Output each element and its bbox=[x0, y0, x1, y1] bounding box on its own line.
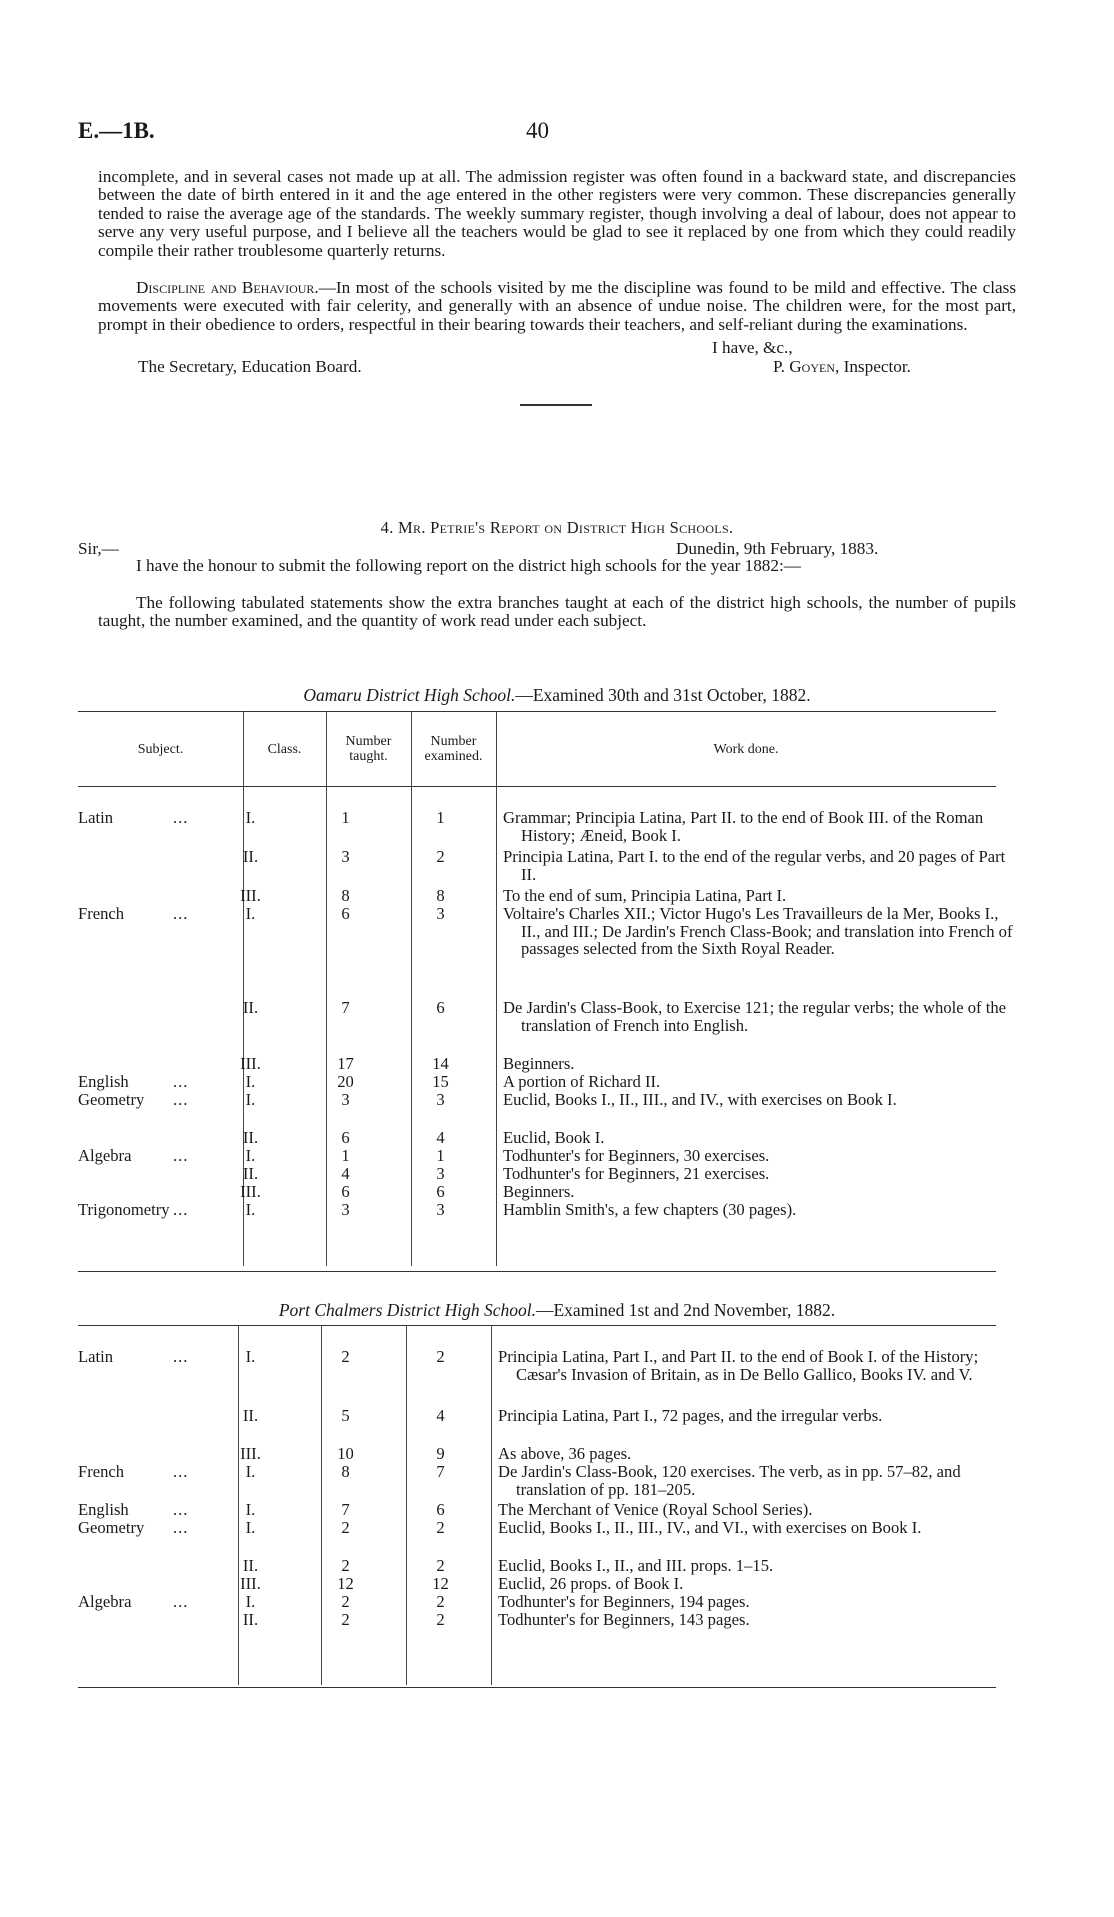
taught-cell: 6 bbox=[341, 1182, 350, 1201]
class-cell: I. bbox=[245, 904, 256, 923]
subject-cell: French bbox=[78, 904, 125, 923]
subject-cell: Trigonometry bbox=[78, 1200, 170, 1219]
work-cell: Principia Latina, Part I. to the end of the regular verbs, and 20 pages of Part II. bbox=[503, 847, 1006, 884]
examined-cell: 2 bbox=[436, 1592, 445, 1611]
intro-paragraph: incomplete, and in several cases not made up at all. The admission register was often found in a backward state, and discrepancies between the date of birth entered in it and the age entered in the other registers were very common. These discrepancies generally tended to raise the average age of the standards. The weekly summary register, though involving a deal of labour, does not appear to serve any very useful purpose, and I believe all the teachers would be glad to see it replaced by one from which they could readily compile their rather troublesome quarterly returns. bbox=[98, 167, 1016, 260]
signatory-title: , Inspector. bbox=[835, 357, 911, 376]
examined-cell: 2 bbox=[436, 1610, 445, 1629]
addressee: The Secretary, Education Board. bbox=[138, 357, 362, 376]
taught-cell: 1 bbox=[341, 1146, 350, 1165]
work-cell: As above, 36 pages. bbox=[498, 1444, 632, 1463]
taught-cell: 3 bbox=[341, 1090, 350, 1109]
school-name: Oamaru District High School. bbox=[303, 685, 516, 705]
taught-cell: 2 bbox=[341, 1518, 350, 1537]
signatory-initial: P. bbox=[773, 357, 785, 376]
table-title-oamaru bbox=[98, 685, 1016, 706]
subject-cell: Algebra bbox=[78, 1592, 132, 1611]
work-cell: Euclid, Books I., II., III., and IV., with exercises on Book I. bbox=[503, 1090, 897, 1109]
examined-cell: 6 bbox=[436, 998, 445, 1017]
class-cell: I. bbox=[245, 1500, 256, 1519]
subject-cell: French bbox=[78, 1462, 125, 1481]
taught-cell: 3 bbox=[341, 847, 350, 866]
subject-cell: Algebra bbox=[78, 1146, 132, 1165]
subject-cell: English bbox=[78, 1072, 129, 1091]
work-cell: A portion of Richard II. bbox=[503, 1072, 661, 1091]
examination-dates: —Examined 1st and 2nd November, 1882. bbox=[535, 1300, 836, 1320]
school-name: Port Chalmers District High School. bbox=[278, 1300, 536, 1320]
class-cell: III. bbox=[240, 1444, 261, 1463]
taught-cell: 3 bbox=[341, 1200, 350, 1219]
taught-cell: 8 bbox=[341, 1462, 350, 1481]
leader-dots: ... bbox=[173, 808, 189, 827]
examined-cell: 15 bbox=[432, 1072, 449, 1091]
work-cell: De Jardin's Class-Book, 120 exercises. The verb, as in pp. 57–82, and translation of pp. 181–205. bbox=[498, 1462, 961, 1499]
taught-cell: 7 bbox=[341, 998, 350, 1017]
table-header bbox=[78, 711, 996, 787]
taught-cell: 2 bbox=[341, 1556, 350, 1575]
examined-cell: 2 bbox=[436, 1518, 445, 1537]
taught-cell: 8 bbox=[341, 886, 350, 905]
examined-cell: 2 bbox=[436, 1556, 445, 1575]
work-cell: Beginners. bbox=[503, 1182, 575, 1201]
page-number: 40 bbox=[526, 118, 549, 143]
class-cell: I. bbox=[245, 1072, 256, 1091]
work-cell: Principia Latina, Part I., 72 pages, and the irregular verbs. bbox=[498, 1406, 883, 1425]
examined-cell: 7 bbox=[436, 1462, 445, 1481]
table-bottom-rule bbox=[78, 1271, 996, 1272]
work-cell: Euclid, Book I. bbox=[503, 1128, 605, 1147]
leader-dots: ... bbox=[173, 1072, 189, 1091]
class-cell: III. bbox=[240, 1182, 261, 1201]
header-taught: Number taught. bbox=[345, 734, 392, 764]
taught-cell: 6 bbox=[341, 904, 350, 923]
taught-cell: 4 bbox=[341, 1164, 350, 1183]
leader-dots: ... bbox=[173, 1200, 189, 1219]
intro-report-paragraph: I have the honour to submit the following report on the district high schools for the year 1882:— bbox=[136, 556, 801, 575]
table-bottom-rule bbox=[78, 1687, 996, 1688]
taught-cell: 2 bbox=[341, 1610, 350, 1629]
taught-cell: 17 bbox=[337, 1054, 354, 1073]
class-cell: III. bbox=[240, 1574, 261, 1593]
subject-cell: Latin bbox=[78, 1347, 114, 1366]
header-subject: Subject. bbox=[137, 741, 184, 757]
leader-dots: ... bbox=[173, 1500, 189, 1519]
table-title-port-chalmers bbox=[98, 1300, 1016, 1321]
dateline: Dunedin, 9th February, 1883. bbox=[676, 539, 879, 558]
examined-cell: 14 bbox=[432, 1054, 449, 1073]
closing-line: I have, &c., bbox=[712, 338, 793, 357]
work-cell: De Jardin's Class-Book, to Exercise 121; the regular verbs; the whole of the translation of French into English. bbox=[503, 998, 1006, 1035]
class-cell: II. bbox=[242, 1128, 259, 1147]
discipline-heading: Discipline and Behaviour. bbox=[136, 278, 319, 297]
header-work: Work done. bbox=[713, 741, 779, 757]
taught-cell: 20 bbox=[337, 1072, 354, 1091]
class-cell: II. bbox=[242, 1164, 259, 1183]
class-cell: III. bbox=[240, 886, 261, 905]
class-cell: I. bbox=[245, 808, 256, 827]
signatory-name: Goyen bbox=[789, 357, 835, 376]
column-divider bbox=[491, 1325, 492, 1685]
signature bbox=[773, 357, 911, 377]
work-cell: Euclid, 26 props. of Book I. bbox=[498, 1574, 684, 1593]
work-cell: The Merchant of Venice (Royal School Series). bbox=[498, 1500, 813, 1519]
subject-cell: Geometry bbox=[78, 1518, 145, 1537]
work-cell: Todhunter's for Beginners, 143 pages. bbox=[498, 1610, 750, 1629]
taught-cell: 7 bbox=[341, 1500, 350, 1519]
examined-cell: 4 bbox=[436, 1128, 445, 1147]
header-examined: Number examined. bbox=[424, 734, 483, 764]
examined-cell: 1 bbox=[436, 1146, 445, 1165]
examined-cell: 3 bbox=[436, 1200, 445, 1219]
header-class: Class. bbox=[267, 741, 302, 757]
section-title: 4. Mr. Petrie's Report on District High Schools. bbox=[380, 518, 734, 537]
work-cell: Grammar; Principia Latina, Part II. to the end of Book III. of the Roman History; Æneid, Book I. bbox=[503, 808, 984, 845]
examined-cell: 8 bbox=[436, 886, 445, 905]
section-divider bbox=[520, 404, 592, 406]
examined-cell: 1 bbox=[436, 808, 445, 827]
class-cell: II. bbox=[242, 998, 259, 1017]
examined-cell: 12 bbox=[432, 1574, 449, 1593]
class-cell: I. bbox=[245, 1462, 256, 1481]
work-cell: Todhunter's for Beginners, 194 pages. bbox=[498, 1592, 750, 1611]
class-cell: II. bbox=[242, 1610, 259, 1629]
document-reference: E.—1B. bbox=[78, 118, 155, 143]
examined-cell: 3 bbox=[436, 1090, 445, 1109]
taught-cell: 10 bbox=[337, 1444, 354, 1463]
class-cell: I. bbox=[245, 1518, 256, 1537]
examined-cell: 2 bbox=[436, 847, 445, 866]
leader-dots: ... bbox=[173, 904, 189, 923]
leader-dots: ... bbox=[173, 1592, 189, 1611]
class-cell: III. bbox=[240, 1054, 261, 1073]
work-cell: Voltaire's Charles XII.; Victor Hugo's Les Travailleurs de la Mer, Books I., II., and III.; De Jardin's French Class-Book; and translation into French of passages selected from the Sixth Royal Reader. bbox=[503, 904, 1013, 959]
leader-dots: ... bbox=[173, 1146, 189, 1165]
work-cell: Principia Latina, Part I., and Part II. to the end of Book I. of the History; Cæsar's Invasion of Britain, as in De Bello Gallico, Books IV. and V. bbox=[498, 1347, 979, 1384]
taught-cell: 2 bbox=[341, 1592, 350, 1611]
port-chalmers-table bbox=[78, 1325, 996, 1687]
work-cell: Hamblin Smith's, a few chapters (30 pages). bbox=[503, 1200, 797, 1219]
examined-cell: 9 bbox=[436, 1444, 445, 1463]
class-cell: I. bbox=[245, 1200, 256, 1219]
taught-cell: 2 bbox=[341, 1347, 350, 1366]
examined-cell: 6 bbox=[436, 1500, 445, 1519]
leader-dots: ... bbox=[173, 1090, 189, 1109]
work-cell: Beginners. bbox=[503, 1054, 575, 1073]
leader-dots: ... bbox=[173, 1518, 189, 1537]
leader-dots: ... bbox=[173, 1462, 189, 1481]
examined-cell: 4 bbox=[436, 1406, 445, 1425]
column-divider bbox=[496, 711, 497, 1266]
examined-cell: 2 bbox=[436, 1347, 445, 1366]
discipline-text: —In most of the schools visited by me the discipline was found to be mild and effective. The class movements were executed with fair celerity, and generally with an absence of undue noise. The children were, for the most part, prompt in their obedience to orders, respectful in their bearing towards their teachers, and self-reliant during the examinations. bbox=[98, 278, 1017, 334]
subject-cell: English bbox=[78, 1500, 129, 1519]
taught-cell: 1 bbox=[341, 808, 350, 827]
taught-cell: 5 bbox=[341, 1406, 350, 1425]
work-cell: Todhunter's for Beginners, 30 exercises. bbox=[503, 1146, 770, 1165]
class-cell: I. bbox=[245, 1090, 256, 1109]
page-header bbox=[78, 118, 1038, 152]
oamaru-table bbox=[78, 711, 1013, 1271]
class-cell: I. bbox=[245, 1592, 256, 1611]
work-cell: Euclid, Books I., II., III., IV., and VI., with exercises on Book I. bbox=[498, 1518, 922, 1537]
class-cell: II. bbox=[242, 1556, 259, 1575]
examined-cell: 6 bbox=[436, 1182, 445, 1201]
taught-cell: 6 bbox=[341, 1128, 350, 1147]
examination-dates: —Examined 30th and 31st October, 1882. bbox=[515, 685, 811, 705]
examined-cell: 3 bbox=[436, 904, 445, 923]
salutation: Sir,— bbox=[78, 539, 119, 558]
class-cell: II. bbox=[242, 847, 259, 866]
class-cell: I. bbox=[245, 1347, 256, 1366]
taught-cell: 12 bbox=[337, 1574, 354, 1593]
subject-cell: Latin bbox=[78, 808, 114, 827]
examined-cell: 3 bbox=[436, 1164, 445, 1183]
leader-dots: ... bbox=[173, 1347, 189, 1366]
work-cell: To the end of sum, Principia Latina, Part I. bbox=[503, 886, 787, 905]
class-cell: II. bbox=[242, 1406, 259, 1425]
subject-cell: Geometry bbox=[78, 1090, 145, 1109]
work-cell: Euclid, Books I., II., and III. props. 1–15. bbox=[498, 1556, 774, 1575]
tabulated-statement-paragraph: The following tabulated statements show the extra branches taught at each of the district high schools, the number of pupils taught, the number examined, and the quantity of work read under each subject. bbox=[98, 593, 1016, 631]
class-cell: I. bbox=[245, 1146, 256, 1165]
work-cell: Todhunter's for Beginners, 21 exercises. bbox=[503, 1164, 770, 1183]
discipline-paragraph bbox=[98, 279, 1016, 334]
